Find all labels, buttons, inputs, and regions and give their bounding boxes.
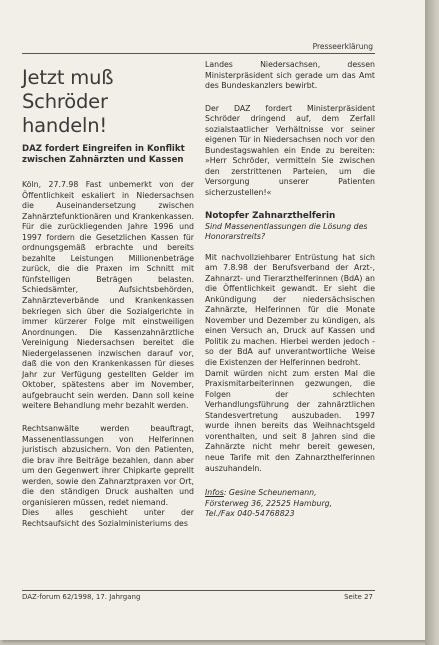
article-paragraph-1: Köln, 27.7.98 Fast unbemerkt von der Öffentlichkeit eskaliert in Niedersachsen die Auseinandersetzung zwischen Zahnärztefunktionären und Krankenkassen. Für die zurückliegenden Jahre 1996 und 1997 fordern die Gesetzlichen Kassen für ordnungsgemäß erbrachte und bereits bezahlte Leistungen Millionenbeträge zurück, die die Praxen im Schnitt mit fünfstelligen Beträgen belasten. Schiedsämter, Aufsichtsbehörden, Zahnärzteverbände und Krankenkassen bekriegen sich über die Sozialgerichte in immer kürzerer Folge mit einstweiligen Anordnungen. Die Kassenzahnärztliche Vereinigung Niedersachsen bereitet die Niedergelassenen inzwischen darauf vor, daß die von den Krankenkassen für dieses Jahr zur Verfügung gestellten Gelder im Oktober, spätestens aber im November, aufgebraucht sein werden. Dann soll keine weitere Behandlung mehr bezahlt werden.	[22, 180, 194, 411]
article-paragraph-2: Rechtsanwälte werden beauftragt, Massenentlassungen von Helferinnen juristisch abzusichern. Von den Patienten, die brav ihre Beiträge bezahlen, dann aber um den Gegenwert ihrer Chipkarte geprellt werden, sowie den Zahnarztpraxen vor Ort, die den ständigen Druck aushalten und organisieren müssen, redet niemand.	[22, 424, 194, 507]
section-label: Presseerklärung	[312, 42, 373, 51]
sidebar-paragraph-2: Damit würden nicht zum ersten Mal die Praxismitarbeiterinnen gezwungen, die Folgen der schlechten Verhandlungsführung der zahnärztlichen Standesvertretung auszubaden. 1997 wurde ihnen bereits das Weihnachtsgeld vorenthalten, und seit 8 Jahren sind die Zahnärzte nicht mehr bereit gewesen, neue Tarife mit den Zahnarzthelferinnen auszuhandeln.	[205, 368, 375, 473]
sidebar-paragraph-1: Mit nachvollziehbarer Entrüstung hat sich am 7.8.98 der Berufsverband der Arzt-, Zahnarzt- und Tierarzthelferinnen (BdA) an die Öffentlichkeit gewandt. Er sieht die Ankündigung der niedersächsischen Zahnärzte, Helferinnen für die Monate November und Dezember zu kündigen, als einen Versuch an, Druck auf Kassen und Politik zu machen. Hierbei werden jedoch - so der BdA auf unverantwortliche Weise die Existenzen der Helferinnen bedroht.	[205, 252, 375, 368]
headline-line-1: Jetzt muß Schröder	[22, 66, 114, 113]
top-rule	[22, 53, 375, 54]
headline-line-2: handeln!	[22, 114, 108, 137]
article-subhead: DAZ fordert Eingreifen in Konflikt zwischen Zahnärzten und Kassen	[22, 144, 185, 165]
contact-phone: Tel./Fax 040-54768823	[205, 509, 295, 519]
footer-issue: DAZ-forum 62/1998, 17. Jahrgang	[22, 593, 141, 601]
article-headline	[22, 66, 194, 138]
contact-address: Försterweg 36, 22525 Hamburg,	[205, 498, 333, 508]
bottom-rule	[22, 590, 375, 591]
right-column	[205, 60, 375, 520]
left-column	[22, 60, 194, 530]
contact-info	[205, 488, 375, 520]
sidebar-title: Notopfer Zahnarzthelferin	[205, 210, 336, 221]
article-paragraph-4: Landes Niedersachsen, dessen Ministerpräsident sich gerade um das Amt des Bundeskanzlers bewirbt.	[205, 60, 375, 91]
article-paragraph-5: Der DAZ fordert Ministerpräsident Schröder dringend auf, dem Zerfall sozialstaatlicher Verhältnisse vor seiner eigenen Tür in Niedersachsen noch vor den Bundestagswahlen ein Ende zu bereiten: »Herr Schröder, vermitteln Sie zwischen den zerstrittenen Parteien, um die Versorgung unserer Patienten sicherzustellen!«	[205, 103, 375, 198]
sidebar-subtitle: Sind Massenentlassungen die Lösung des Honorarstreits?	[205, 221, 368, 242]
article-paragraph-3: Dies alles geschieht unter der Rechtsaufsicht des Sozialministeriums des	[22, 508, 194, 528]
footer-page-number: Seite 27	[344, 593, 373, 601]
contact-label: Infos	[205, 488, 224, 498]
contact-name: : Gesine Scheunemann,	[223, 488, 317, 498]
binding-edge	[425, 0, 439, 645]
